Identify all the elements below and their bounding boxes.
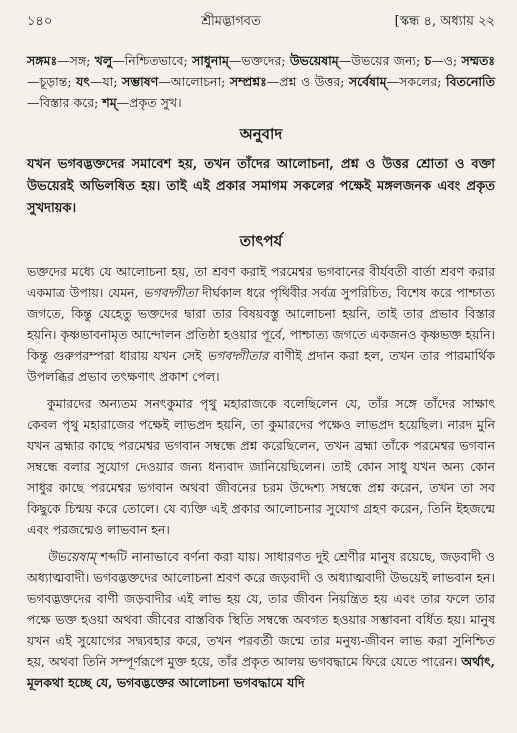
synonym-meaning: —উভয়ের জন্য;: [338, 53, 425, 68]
purport-paragraph: কুমারদের অন্যতম সনৎকুমার পৃথু মহারাজকে বলেছিলেন যে, তাঁর সঙ্গে তাঁদের সাক্ষাৎ কেবল পৃথু মহারাজের পক্ষেই লাভপ্রদ হয়নি, তা কুমারদের পক্ষেও লাভপ্রদ হয়েছিল। নারদ মুনি যখন ব্রহ্মার কাছে পরমেশ্বর ভগবান সম্বন্ধে প্রশ্ন করেছিলেন, তখন ব্রহ্মা তাঁকে পরমেশ্বর ভগবান সম্বন্ধে বলার সুযোগ দেওয়ার জন্য ধন্যবাদ জানিয়েছিলেন। তাই কোন সাধু যখন অন্য কোন সাধুর কাছে পরমেশ্বর ভগবান অথবা জীবনের চরম উদ্দেশ্য সম্বন্ধে প্রশ্ন করেন, তখন তা সব কিছুকে চিন্ময় করে তোলে। যে ব্যক্তি এই প্রকার আলোচনার সুযোগ গ্রহণ করেন, তিনি ইহজন্মে এবং পরজন্মেও লাভবান হন।: [27, 396, 495, 537]
book-reference: ভগবদ্গীতা: [143, 285, 198, 300]
synonym-word: সাধুনাম্: [192, 53, 229, 68]
synonym-meaning: —সঙ্গ;: [57, 53, 95, 68]
section-reference: [স্কন্ধ ৪, অধ্যায় ২২: [394, 14, 495, 29]
emphasized-text: অর্থাৎ, মূলকথা হচ্ছে যে, ভগবদ্ভক্তের আলোচনা ভগবদ্ধামে যদি: [27, 654, 495, 690]
translation-heading: অনুবাদ: [239, 125, 283, 143]
synonym-meaning: —চূড়ান্ত;: [27, 74, 77, 89]
page-header: [27, 12, 495, 34]
synonym-word: সম্মতঃ: [461, 53, 496, 68]
synonym-meaning: —প্রকৃত সুখ।: [116, 95, 182, 110]
purport-text: ভক্তদের মধ্যে যে আলোচনা হয়, তা শ্রবণ করাই পরমেশ্বর ভগবানের বীর্যবতী বার্তা শ্রবণ করার একমাত্র উপায়। যেমন,: [27, 264, 495, 300]
translation-text: যখন ভগবদ্ভক্তদের সমাবেশ হয়, তখন তাঁদের আলোচনা, প্রশ্ন ও উত্তর শ্রোতা ও বক্তা উভয়েরই অভিলষিত হয়। তাই এই প্রকার সমাগম সকলের পক্ষেই মঙ্গলজনক এবং প্রকৃত সুখদায়ক।: [27, 157, 495, 216]
book-title: শ্রীমদ্ভাগবত: [201, 14, 261, 29]
book-reference: ভগবদ্গীতার: [207, 348, 269, 363]
synonym-meaning: —সকলের;: [386, 74, 447, 89]
page-number: ১৪০: [27, 14, 53, 29]
synonym-word: সর্বেষাম্: [348, 74, 387, 89]
synonym-word: সম্প্রশ্নঃ: [229, 74, 267, 89]
synonym-word: সঙ্গমঃ: [27, 53, 58, 68]
synonym-meaning: —নিশ্চিতভাবে;: [112, 53, 192, 68]
synonym-meaning: —প্রশ্ন ও উত্তর;: [266, 74, 349, 89]
synonym-meaning: —ভক্তদের;: [228, 53, 290, 68]
synonym-word: খলু: [94, 53, 113, 68]
synonym-meaning: —বিস্তার করে;: [27, 95, 103, 110]
purport-text: শব্দটি নানাভাবে বর্ণনা করা যায়। সাধারণত দুই শ্রেণীর মানুষ রয়েছে, জড়বাদী ও অধ্যাত্মবাদী। ভগবদ্ভক্তদের আলোচনা শ্রবণ করে জড়বাদী ও অধ্যাত্মবাদী উভয়েই লাভবান হন। ভগবদ্ভক্তদের বাণী জড়বাদীর এই লাভ হয় যে, তার জীবন নিয়ন্ত্রিত হয় এবং তার ফলে তার পক্ষে ভক্ত হওয়া অথবা জীবের বাস্তবিক স্থিতি সম্বন্ধে অবগত হওয়ার সম্ভাবনা বর্ধিত হয়। মানুষ যখন এই সুযোগের সদ্ব্যবহার করে, তখন পরবর্তী জন্মে তার মনুষ্য-জীবন লাভ করা সুনিশ্চিত হয়, অথবা তিনি সম্পূর্ণরূপে মুক্ত হয়ে, তাঁর প্রকৃত আলয় ভগবদ্ধামে ফিরে যেতে পারেন।: [27, 549, 495, 669]
synonym-word: চ: [424, 53, 432, 68]
purport-heading: তাৎপর্য: [239, 232, 283, 250]
synonym-word: বিতনোতি: [446, 74, 495, 89]
synonym-word: শম্: [102, 95, 117, 110]
purport-text: দীর্ঘকাল ধরে পৃথিবীর সর্বত্র সুপরিচিত, বিশেষ করে পাশ্চাত্য জগতে, কিন্তু যেহেতু ভক্তদের দ্বারা তার বিষয়বস্তু আলোচনা হয়নি, তাই তার প্রভাব বিস্তার হয়নি। কৃষ্ণভাবনামৃত আন্দোলন প্রতিষ্ঠা হওয়ার পূর্বে, পাশ্চাত্য জগতে একজনও কৃষ্ণভক্ত হয়নি। কিন্তু গুরুপরম্পরা ধারায় যখন সেই: [27, 285, 495, 363]
synonym-word: সম্ভাষণ: [122, 74, 159, 89]
synonym-meaning: —ও;: [431, 53, 462, 68]
synonym-meaning: —আলোচনা;: [158, 74, 230, 89]
synonym-word: উভয়েষাম্: [289, 53, 339, 68]
purport-text: বাণীই প্রদান করা হল, তখন তার পারমার্থিক উপলব্ধির প্রভাব তৎক্ষণাৎ প্রকাশ পেল।: [27, 348, 495, 384]
purport-body: [27, 261, 495, 693]
purport-paragraph: [27, 546, 495, 693]
word-for-word-synonyms: [27, 50, 495, 113]
purport-paragraph: [27, 261, 495, 387]
sanskrit-term: উভয়েষাম্: [47, 549, 96, 564]
synonym-meaning: —যা;: [90, 74, 123, 89]
synonym-word: যৎ: [76, 74, 90, 89]
